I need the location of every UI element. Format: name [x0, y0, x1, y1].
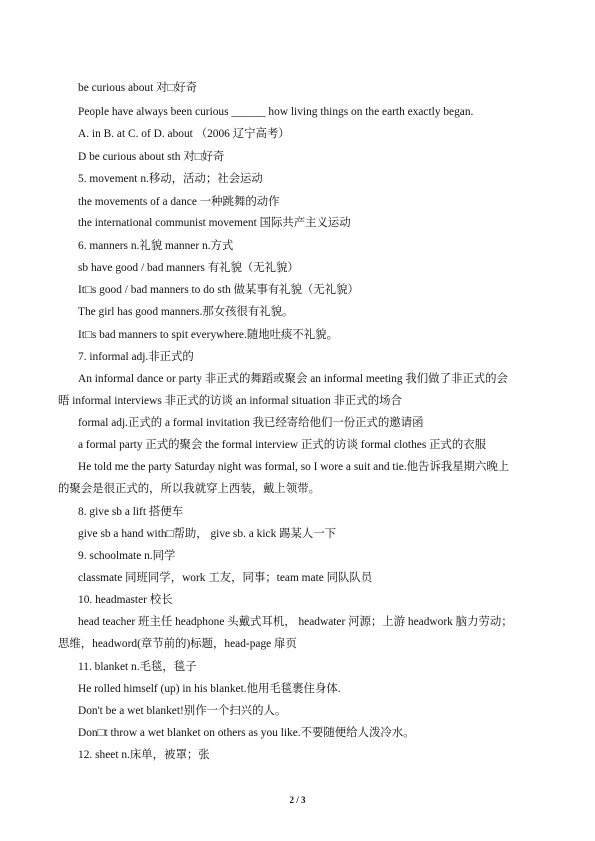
- vocab-heading: 8. give sb a lift 搭便车: [78, 506, 184, 518]
- text-line: the movements of a dance 一种跳舞的动作: [78, 196, 280, 208]
- text-line: 的聚会是很正式的，所以我就穿上西装，戴上领带。: [58, 483, 320, 495]
- text-line: head teacher 班主任 headphone 头戴式耳机， headwater 河源；上游 headwork 脑力劳动；: [78, 616, 513, 628]
- text-line: Don□t throw a wet blanket on others as you like.不要随便给人泼冷水。: [78, 727, 415, 739]
- text-line: the international communist movement 国际共产主义运动: [78, 217, 351, 229]
- text-line: formal adj.正式的 a formal invitation 我已经寄给他们一份正式的邀请函: [78, 417, 424, 429]
- vocab-heading: 12. sheet n.床单，被罩；张: [78, 749, 210, 761]
- answer-options: A. in B. at C. of D. about （2006 辽宁高考）: [78, 128, 290, 140]
- text-line: The girl has good manners.那女孩很有礼貌。: [78, 306, 294, 318]
- text-line: sb have good / bad manners 有礼貌（无礼貌）: [78, 262, 299, 274]
- text-line: It□s bad manners to spit everywhere.随地吐痰不礼貌。: [78, 329, 338, 341]
- text-line: give sb a hand with□帮助， give sb. a kick 踢某人一下: [78, 528, 337, 540]
- text-line: be curious about 对□好奇: [78, 82, 198, 94]
- text-line: Don't be a wet blanket!别作一个扫兴的人。: [78, 705, 287, 717]
- vocab-heading: 6. manners n.礼貌 manner n.方式: [78, 240, 234, 252]
- vocab-heading: 7. informal adj.非正式的: [78, 351, 194, 363]
- vocab-heading: 5. movement n.移动，活动；社会运动: [78, 173, 263, 185]
- text-line: He told me the party Saturday night was formal, so I wore a suit and tie.他告诉我星期六晚上: [78, 461, 510, 473]
- vocab-heading: 11. blanket n.毛毯，毯子: [78, 661, 197, 673]
- text-line: 思维，headword(章节前的)标题，head-page 扉页: [58, 638, 297, 650]
- text-line: classmate 同班同学，work 工友，同事；team mate 同队队员: [78, 572, 373, 584]
- text-line: He rolled himself (up) in his blanket.他用毛毯裹住身体.: [78, 683, 341, 695]
- text-line: 晤 informal interviews 非正式的访谈 an informal situation 非正式的场合: [58, 395, 402, 407]
- answer-key: D be curious about sth 对□好奇: [78, 151, 225, 163]
- text-line: It□s good / bad manners to do sth 做某事有礼貌（无礼貌）: [78, 284, 359, 296]
- text-line: An informal dance or party 非正式的舞蹈或聚会 an informal meeting 我们做了非正式的会: [78, 373, 508, 385]
- vocab-heading: 9. schoolmate n.同学: [78, 550, 176, 562]
- question-stem: People have always been curious ______ how living things on the earth exactly began.: [78, 106, 474, 118]
- vocab-heading: 10. headmaster 校长: [78, 594, 173, 606]
- page-number: 2 / 3: [289, 795, 306, 805]
- text-line: a formal party 正式的聚会 the formal interview 正式的访谈 formal clothes 正式的衣服: [78, 439, 487, 451]
